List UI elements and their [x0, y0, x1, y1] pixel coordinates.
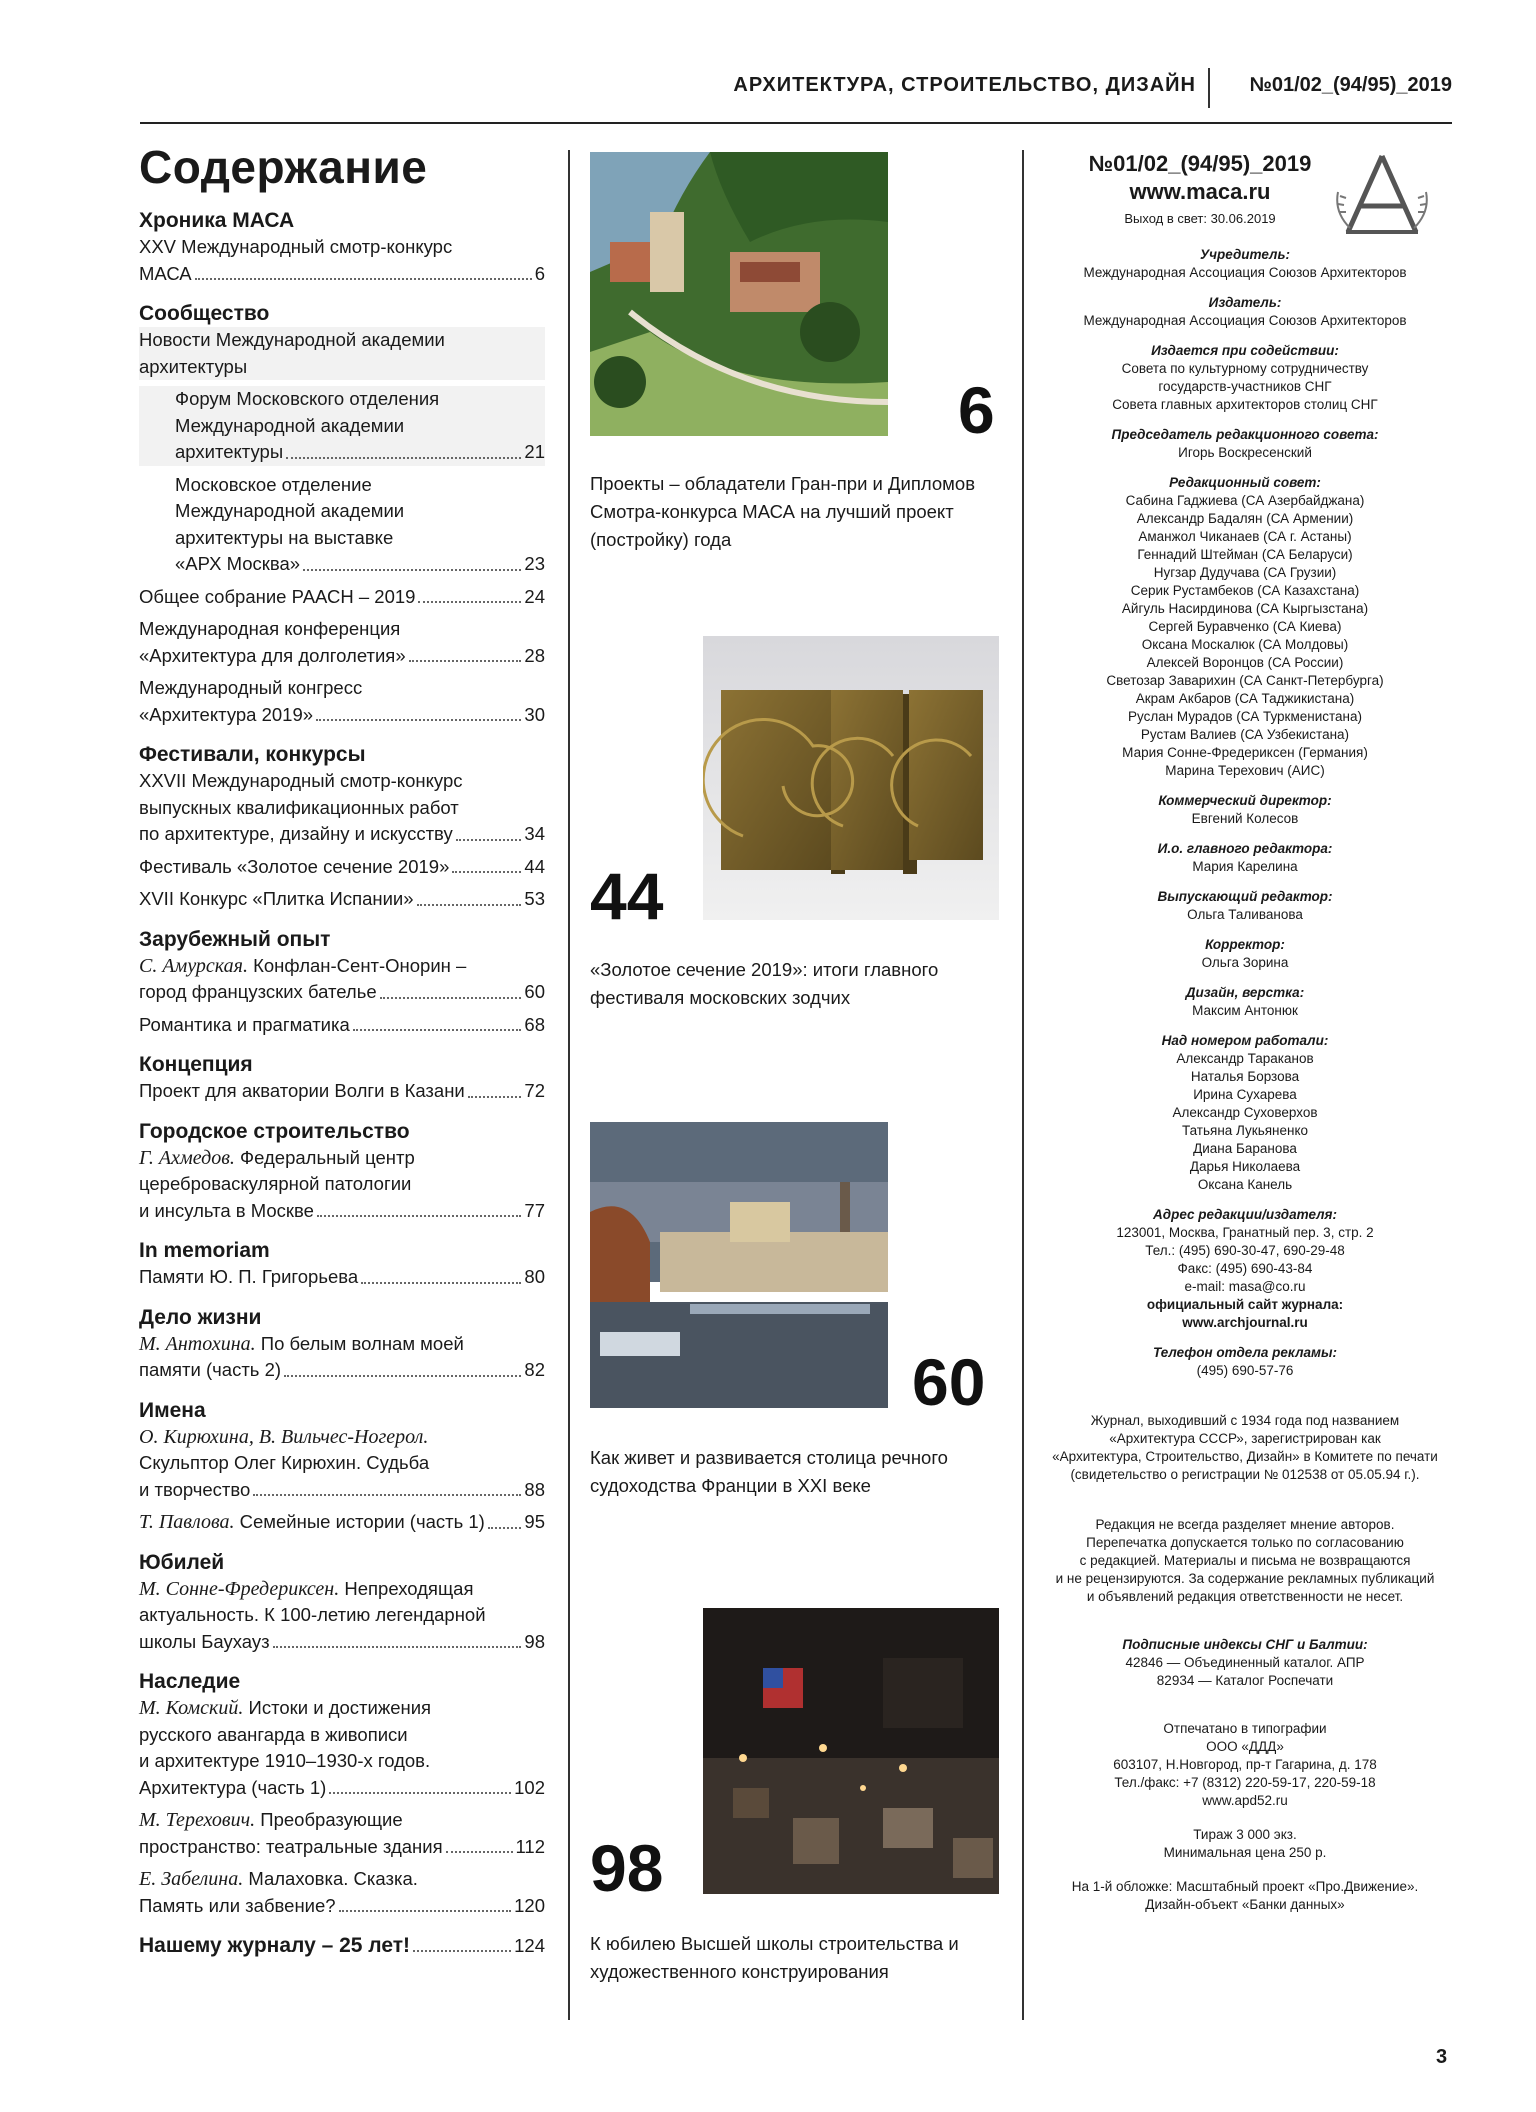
toc-entry-line: и архитектуре 1910–1930-х годов.	[139, 1750, 431, 1771]
team-member: Александр Тараканов	[1176, 1051, 1314, 1066]
phone: Тел.: (495) 690-30-47, 690-29-48	[1145, 1243, 1345, 1258]
note-line: Журнал, выходивший с 1934 года под названием	[1090, 1413, 1400, 1428]
toc-entry-leader	[139, 979, 545, 1006]
toc-entry[interactable]	[139, 1509, 545, 1536]
toc-author: М. Комский.	[139, 1697, 244, 1719]
team-member: Ирина Сухарева	[1193, 1087, 1297, 1102]
column-divider	[568, 150, 570, 2020]
feature-photo[interactable]	[703, 1608, 999, 1894]
toc-entry-leader	[139, 261, 545, 288]
toc-entry-line: Архитектура (часть 1)	[139, 1776, 327, 1798]
team-member: Наталья Борзова	[1190, 1069, 1300, 1084]
chair-label: Председатель редакционного совета:	[1111, 427, 1379, 442]
toc-entry[interactable]	[139, 1933, 545, 1959]
email[interactable]: e-mail: masa@co.ru	[1184, 1279, 1306, 1294]
issue-editor-label: Выпускающий редактор:	[1157, 889, 1333, 904]
toc-page-number: 112	[515, 1835, 545, 1857]
feature-page-number: 60	[912, 1345, 986, 1419]
feature-caption: К юбилею Высшей школы строительства и художественного конструирования	[590, 1933, 959, 1982]
printer-info	[1040, 1720, 1450, 1810]
toc-entry[interactable]	[139, 1576, 545, 1656]
toc-section: Городское строительство	[139, 1119, 410, 1143]
note-line: Тел./факс: +7 (8312) 220-59-17, 220-59-18	[1114, 1775, 1376, 1790]
toc-entry[interactable]	[139, 472, 545, 578]
toc-entry-leader	[139, 1078, 545, 1105]
toc-entry-text: Конфлан-Сент-Онорин –	[247, 954, 467, 976]
team-member: Диана Баранова	[1193, 1141, 1297, 1156]
toc-entry-leader	[139, 702, 545, 729]
toc-author: М. Терехович.	[139, 1809, 256, 1831]
imprint-issue: №01/02_(94/95)_2019	[1088, 151, 1312, 176]
toc-title: Содержание	[139, 141, 428, 193]
toc-entry-line	[139, 1866, 545, 1893]
toc-author: Т. Павлова.	[139, 1511, 235, 1533]
toc-entry-line	[139, 1424, 545, 1451]
team-member: Александр Суховерхов	[1172, 1105, 1318, 1120]
team-member: Оксана Канель	[1197, 1177, 1293, 1192]
toc-entry-leader	[139, 854, 545, 881]
toc-entry-line	[139, 1695, 545, 1722]
toc-entry-text: Федеральный центр	[234, 1146, 415, 1168]
toc-section: Юбилей	[139, 1550, 225, 1574]
toc-author: М. Антохина.	[139, 1332, 256, 1355]
toc-entry[interactable]	[139, 854, 545, 881]
toc-entry[interactable]	[139, 1078, 545, 1105]
commercial-director: Евгений Колесов	[1191, 811, 1299, 826]
toc-entry-line: Общее собрание РААСН – 2019	[139, 585, 416, 607]
toc-entry-line: «АРХ Москва»	[175, 553, 301, 574]
toc-entry-leader	[139, 886, 545, 913]
board-member: Акрам Акбаров (СА Таджикистана)	[1135, 691, 1355, 706]
publisher: Международная Ассоциация Союзов Архитекторов	[1083, 313, 1407, 328]
toc-entry-line: архитектуры	[139, 355, 248, 377]
toc-entry-line	[139, 1145, 545, 1172]
page-number: 3	[1436, 2046, 1448, 2068]
founder-label: Учредитель:	[1200, 247, 1290, 262]
toc-entry[interactable]	[139, 1695, 545, 1801]
corrector: Ольга Зорина	[1201, 955, 1289, 970]
toc-section: Имена	[139, 1398, 206, 1422]
toc-page-number: 44	[524, 855, 545, 877]
toc-entry-line: Новости Международной академии	[139, 329, 445, 350]
board-label: Редакционный совет:	[1169, 475, 1321, 490]
subscription-label: Подписные индексы СНГ и Балтии:	[1122, 1637, 1368, 1652]
toc-entry-line: Международной академии	[175, 414, 405, 436]
toc-page-number: 80	[524, 1266, 545, 1287]
toc-entry-line: цереброваскулярной патологии	[139, 1173, 412, 1194]
toc-entry-text: Преобразующие	[255, 1809, 403, 1830]
board-member: Геннадий Штейман (СА Беларуси)	[1137, 547, 1353, 562]
toc-entry[interactable]	[139, 1264, 545, 1291]
toc-page-number: 34	[524, 823, 545, 844]
toc-entry-leader	[139, 1509, 545, 1536]
toc-entry-line: Международной академии	[175, 500, 405, 521]
toc-page-number: 30	[524, 703, 545, 725]
toc-entry[interactable]	[139, 1145, 545, 1225]
toc-entry-line	[139, 1807, 545, 1834]
team-member: Татьяна Лукьяненко	[1181, 1123, 1309, 1138]
toc-author: Е. Забелина.	[139, 1868, 244, 1890]
note-line: На 1-й обложке: Масштабный проект «Про.Движение».	[1071, 1879, 1419, 1894]
publisher-label: Издатель:	[1208, 295, 1282, 310]
designer: Максим Антонюк	[1192, 1003, 1298, 1018]
site-label: официальный сайт журнала:	[1146, 1297, 1344, 1312]
toc-page-number: 53	[524, 888, 545, 909]
toc-entry-line	[139, 1509, 485, 1536]
board-member: Айгуль Насирдинова (СА Кыргызстана)	[1121, 601, 1369, 616]
toc-entry[interactable]	[139, 386, 545, 466]
note-line: Тираж 3 000 экз.	[1193, 1827, 1297, 1842]
toc-page-number: 24	[524, 585, 545, 607]
toc-entry-line: памяти (часть 2)	[139, 1359, 282, 1380]
imprint	[1040, 150, 1450, 1914]
print-run	[1040, 1826, 1450, 1862]
toc-page-number: 95	[524, 1511, 545, 1532]
note-line: Перепечатка допускается только по согласованию	[1086, 1535, 1404, 1550]
toc-entry-line: Романтика и прагматика	[139, 1013, 350, 1035]
toc-entry-leader	[139, 1264, 545, 1291]
toc-page-number: 98	[524, 1630, 545, 1652]
toc-entry-line	[139, 953, 545, 980]
toc-entry-leader	[139, 1477, 545, 1504]
toc-section: Сообщество	[139, 302, 270, 325]
toc-author: М. Сонне-Фредериксен.	[139, 1577, 340, 1600]
board-member: Мария Сонне-Фредериксен (Германия)	[1122, 745, 1368, 760]
toc-entry-line: Фестиваль «Золотое сечение 2019»	[139, 855, 450, 877]
toc-page-number: 60	[524, 981, 545, 1002]
board-member: Нугзар Дудучава (СА Грузии)	[1153, 565, 1337, 580]
toc-author: Г. Ахмедов.	[139, 1146, 235, 1169]
issue-number: №01/02_(94/95)_2019	[1249, 74, 1452, 96]
note-line: и объявлений редакция ответственности не несет.	[1086, 1589, 1404, 1604]
toc-entry-leader	[139, 1893, 545, 1920]
toc-entry-text: Истоки и достижения	[243, 1697, 432, 1718]
toc-section: Дело жизни	[139, 1305, 262, 1329]
toc-section: In memoriam	[139, 1239, 270, 1262]
chair: Игорь Воскресенский	[1178, 445, 1312, 460]
toc-entry-leader	[139, 1012, 545, 1039]
ads-label: Телефон отдела рекламы:	[1153, 1345, 1337, 1360]
team-member: Дарья Николаева	[1189, 1159, 1301, 1174]
toc-entry-line: Московское отделение	[175, 473, 372, 495]
toc-entry-line: город французских бательe	[139, 981, 377, 1002]
toc-entry-line: «Архитектура 2019»	[139, 703, 314, 725]
toc-page-number: 21	[524, 441, 545, 462]
note-line: (свидетельство о регистрации № 012538 от 05.05.94 г.).	[1070, 1467, 1420, 1482]
subscription-index: 82934 — Каталог Роспечати	[1156, 1673, 1334, 1688]
commercial-director-label: Коммерческий директор:	[1158, 793, 1332, 808]
support-label: Издается при содействии:	[1151, 343, 1339, 358]
toc-entry-leader	[139, 1198, 545, 1225]
note-line: Отпечатано в типографии	[1163, 1721, 1327, 1736]
toc-entry-line: и инсульта в Москве	[139, 1199, 314, 1221]
toc-section: Хроника МАСА	[139, 209, 295, 232]
board-member: Алексей Воронцов (СА России)	[1146, 655, 1344, 670]
toc-entry-leader	[139, 584, 545, 611]
toc-page-number: 77	[524, 1199, 545, 1221]
toc-entry-line: школы Баухауз	[139, 1630, 270, 1652]
editor-label: И.о. главного редактора:	[1157, 841, 1333, 856]
toc-entry-leader	[139, 821, 545, 848]
feature-page-number: 44	[590, 859, 664, 933]
registration-note	[1040, 1412, 1450, 1484]
table-of-contents	[139, 140, 545, 1959]
toc-entry[interactable]	[139, 768, 545, 848]
toc-page-number: 102	[514, 1776, 545, 1798]
feature-caption: Проекты – обладатели Гран-при и Дипломов Смотра-конкурса МАСА на лучший проект (постройку) года	[590, 473, 976, 550]
toc-entry-line: МАСА	[139, 262, 192, 284]
toc-entry-text: По белым волнам моей	[255, 1332, 464, 1354]
page-header	[140, 62, 1452, 122]
toc-entry-leader	[139, 643, 545, 670]
note-line: Минимальная цена 250 р.	[1163, 1845, 1327, 1860]
toc-entry-line: и творчество	[139, 1478, 251, 1500]
note-line: www.apd52.ru	[1202, 1793, 1288, 1808]
toc-entry-line	[139, 1331, 545, 1358]
ads-phone: (495) 690-57-76	[1196, 1363, 1294, 1378]
toc-entry-line: пространство: театральные здания	[139, 1835, 443, 1857]
toc-entry-text: Семейные истории (часть 1)	[234, 1511, 485, 1532]
note-line: «Архитектура СССР», зарегистрирован как	[1109, 1431, 1381, 1446]
board-member: Сергей Буравченко (СА Киева)	[1148, 619, 1342, 634]
founder: Международная Ассоциация Союзов Архитекторов	[1083, 265, 1407, 280]
monastery-landscape-image	[590, 152, 888, 436]
toc-entry-line: Проект для акватории Волги в Казани	[139, 1080, 465, 1101]
cover-note	[1040, 1878, 1450, 1914]
toc-entry[interactable]	[139, 886, 545, 913]
site-link[interactable]: www.archjournal.ru	[1182, 1315, 1308, 1330]
imprint-website[interactable]: www.maca.ru	[1129, 179, 1271, 204]
toc-page-number: 88	[524, 1478, 545, 1500]
feature-photo[interactable]	[590, 1122, 888, 1408]
toc-section: Наследие	[139, 1670, 241, 1693]
board-member: Оксана Москалюк (СА Молдовы)	[1141, 637, 1349, 652]
toc-page-number: 82	[524, 1359, 545, 1380]
support-line: Совета по культурному сотрудничеству	[1121, 361, 1369, 376]
toc-entry-line: Форум Московского отделения	[175, 388, 440, 409]
toc-section: Концепция	[139, 1053, 253, 1076]
toc-entry-line: «Архитектура для долголетия»	[139, 644, 406, 666]
toc-entry-line: XXVII Международный смотр-конкурс	[139, 770, 463, 791]
note-line: с редакцией. Материалы и письма не возвращаются	[1079, 1553, 1411, 1568]
toc-entry[interactable]	[139, 1012, 545, 1039]
toc-entry[interactable]	[139, 234, 545, 287]
feature-page-number: 98	[590, 1831, 664, 1905]
column-divider	[1022, 150, 1024, 2020]
toc-entry-line: выпускных квалификационных работ	[139, 796, 459, 818]
feature-caption: Как живет и развивается столица речного судоходства Франции в XXI веке	[590, 1447, 948, 1496]
board-member: Аманжол Чиканаев (СА г. Астаны)	[1138, 529, 1352, 544]
toc-section: Фестивали, конкурсы	[139, 743, 366, 766]
board-member: Марина Терехович (АИС)	[1165, 763, 1325, 778]
release-date: Выход в свет: 30.06.2019	[1124, 211, 1276, 226]
toc-page-number: 23	[524, 553, 545, 574]
toc-page-number: 28	[524, 644, 545, 666]
toc-page-number: 6	[534, 262, 545, 284]
river-town-image	[590, 1122, 888, 1408]
toc-entry[interactable]	[139, 1331, 545, 1384]
toc-entry-leader	[139, 1834, 545, 1861]
toc-entry-line: XXV Международный смотр-конкурс	[139, 236, 453, 257]
disclaimer	[1040, 1516, 1450, 1606]
toc-page-number: 68	[524, 1013, 545, 1035]
toc-entry[interactable]	[139, 616, 545, 669]
issue-editor: Ольга Таливанова	[1187, 907, 1303, 922]
board-member: Светозар Заварихин (СА Санкт-Петербурга)	[1106, 673, 1384, 688]
toc-entry-line: архитектуры	[175, 441, 284, 462]
team-label: Над номером работали:	[1161, 1033, 1329, 1048]
exhibition-hall-image	[703, 1608, 999, 1894]
toc-entry-line: русского авангарда в живописи	[139, 1723, 408, 1745]
note-line: 603107, Н.Новгород, пр-т Гагарина, д. 178	[1113, 1757, 1377, 1772]
toc-entry-line: XVII Конкурс «Плитка Испании»	[139, 888, 414, 909]
editor: Мария Карелина	[1192, 859, 1298, 874]
address-line: 123001, Москва, Гранатный пер. 3, стр. 2	[1116, 1225, 1374, 1240]
section-title: АРХИТЕКТУРА, СТРОИТЕЛЬСТВО, ДИЗАЙН	[733, 74, 1196, 96]
toc-entry[interactable]	[139, 584, 545, 611]
toc-entry-line	[139, 1576, 545, 1603]
toc-page-number: 72	[524, 1080, 545, 1101]
toc-entry[interactable]	[139, 1424, 545, 1504]
feature-page-number: 6	[958, 373, 995, 447]
corrector-label: Корректор:	[1205, 937, 1285, 952]
subscription-index: 42846 — Объединенный каталог. АПР	[1125, 1655, 1365, 1670]
board-member: Рустам Валиев (СА Узбекистана)	[1140, 727, 1350, 742]
toc-entry[interactable]	[139, 327, 545, 380]
design-label: Дизайн, верстка:	[1185, 985, 1305, 1000]
note-line: ООО «ДДД»	[1206, 1739, 1284, 1754]
address-label: Адрес редакции/издателя:	[1152, 1207, 1337, 1222]
note-line: Редакция не всегда разделяет мнение авторов.	[1095, 1517, 1395, 1532]
toc-section: Зарубежный опыт	[139, 927, 331, 951]
toc-entry[interactable]	[139, 1866, 545, 1919]
feature-photo[interactable]	[703, 636, 999, 920]
golden-award-sculpture-image	[703, 636, 999, 920]
toc-entry-line: по архитектуре, дизайну и искусству	[139, 823, 453, 844]
board-member: Александр Бадалян (СА Армении)	[1136, 511, 1354, 526]
toc-entry[interactable]	[139, 1807, 545, 1860]
toc-section: Нашему журналу – 25 лет!	[139, 1934, 411, 1957]
toc-entry-leader	[139, 1629, 545, 1656]
note-line: «Архитектура, Строительство, Дизайн» в Комитете по печати	[1052, 1449, 1438, 1464]
toc-entry-line: архитектуры на выставке	[175, 526, 394, 548]
toc-entry[interactable]	[139, 675, 545, 728]
support-line: государств-участников СНГ	[1158, 379, 1332, 394]
toc-page-number: 120	[514, 1894, 545, 1916]
note-line: Дизайн-объект «Банки данных»	[1145, 1897, 1345, 1912]
note-line: и не рецензируются. За содержание рекламных публикаций	[1055, 1571, 1435, 1586]
toc-entry-text: Непреходящая	[339, 1577, 474, 1599]
toc-author: О. Кирюхина, В. Вильчес-Ногерол.	[139, 1425, 429, 1448]
toc-entry-leader	[175, 439, 545, 466]
board-member: Руслан Мурадов (СА Туркменистана)	[1127, 709, 1362, 724]
toc-entry-text: Малаховка. Сказка.	[243, 1868, 418, 1889]
toc-entry-line: актуальность. К 100-летию легендарной	[139, 1604, 486, 1625]
toc-entry-leader	[139, 1775, 545, 1802]
toc-entry-line: Международный конгресс	[139, 677, 363, 698]
feature-photo[interactable]	[590, 152, 888, 436]
toc-entry-line: Память или забвение?	[139, 1894, 336, 1916]
toc-entry-line: Памяти Ю. П. Григорьева	[139, 1266, 359, 1287]
toc-entry-leader	[139, 1357, 545, 1384]
toc-entry-leader	[175, 551, 545, 578]
toc-entry-line: Скульптор Олег Кирюхин. Судьба	[139, 1452, 430, 1473]
header-divider	[1208, 68, 1210, 108]
toc-entry-line: Международная конференция	[139, 618, 401, 639]
toc-author: С. Амурская.	[139, 954, 248, 977]
header-rule	[140, 122, 1452, 124]
board-member: Серик Рустамбеков (СА Казахстана)	[1130, 583, 1360, 598]
support-line: Совета главных архитекторов столиц СНГ	[1112, 397, 1378, 412]
feature-caption: «Золотое сечение 2019»: итоги главного фестиваля московских зодчих	[590, 959, 939, 1008]
toc-page-number: 124	[514, 1935, 545, 1956]
fax: Факс: (495) 690-43-84	[1177, 1261, 1313, 1276]
board-member: Сабина Гаджиева (СА Азербайджана)	[1125, 493, 1365, 508]
toc-entry[interactable]	[139, 953, 545, 1006]
